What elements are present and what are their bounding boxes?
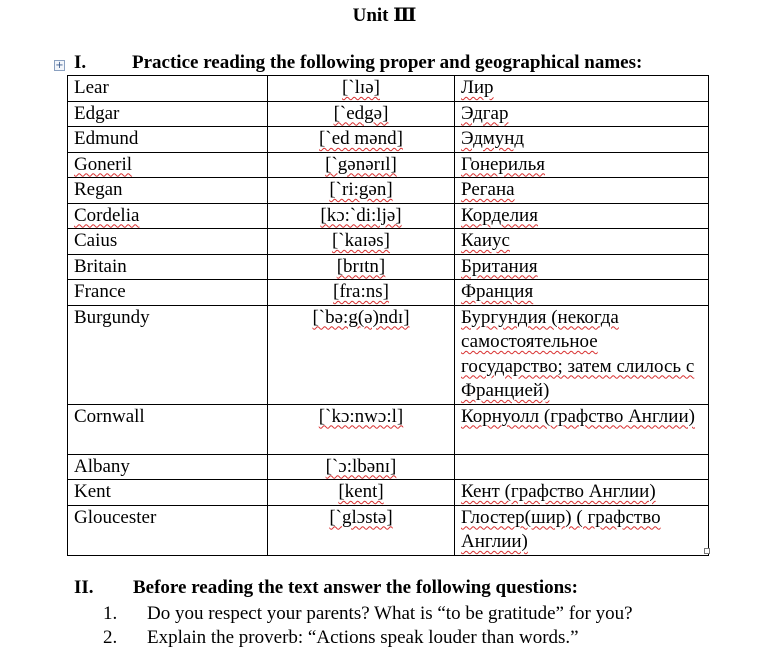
transcription-cell	[268, 480, 455, 506]
transcription-cell-text: [`ri:gən]	[329, 179, 393, 200]
russian-cell	[455, 178, 709, 204]
table-row	[68, 101, 709, 127]
russian-cell	[455, 404, 709, 454]
russian-cell-text: Эдгар	[461, 102, 509, 124]
transcription-cell	[268, 76, 455, 102]
question-2-number: 2.	[103, 627, 118, 648]
russian-cell-text: Глостер(шир) ( графство Англии)	[461, 506, 661, 552]
russian-cell-text: Британия	[461, 255, 538, 277]
name-cell-text: Gloucester	[74, 506, 157, 528]
transcription-cell-text: [`ed mənd]	[319, 128, 403, 149]
name-cell	[68, 76, 268, 102]
table-row	[68, 505, 709, 555]
transcription-cell-text: [brɪtn]	[336, 255, 386, 277]
name-cell-text: Burgundy	[74, 306, 150, 328]
name-cell-text: Edgar	[74, 102, 120, 124]
section-2-number: II.	[74, 577, 94, 598]
transcription-cell-text: [`bə:g(ə)ndɪ]	[312, 306, 410, 328]
transcription-cell	[268, 404, 455, 454]
transcription-cell	[268, 505, 455, 555]
transcription-cell-text: [kɔ:`di:ljə]	[320, 204, 402, 226]
transcription-cell	[268, 229, 455, 255]
name-cell-text: Caius	[74, 230, 118, 251]
table-resize-handle[interactable]	[704, 548, 710, 554]
name-cell	[68, 152, 268, 178]
section-1-heading: Practice reading the following proper and geographical names:	[132, 52, 643, 73]
question-1-text: Do you respect your parents? What is “to be gratitude” for you?	[147, 603, 633, 624]
transcription-cell-text: [`edgə]	[333, 102, 389, 124]
russian-cell-text: Корнуолл (графство Англии)	[461, 405, 695, 427]
name-cell-text: Cordelia	[74, 204, 140, 226]
transcription-cell	[268, 305, 455, 404]
russian-cell	[455, 203, 709, 229]
table-row	[68, 127, 709, 153]
name-cell-text: Albany	[74, 455, 130, 477]
transcription-cell-text: [`ɔ:lbənɪ]	[325, 455, 397, 477]
question-1-number: 1.	[103, 603, 118, 624]
name-cell-text: Goneril	[74, 153, 133, 175]
name-cell-text: Edmund	[74, 128, 139, 149]
name-cell	[68, 101, 268, 127]
russian-cell-text: Регана	[461, 179, 515, 200]
transcription-cell	[268, 454, 455, 480]
transcription-cell-text: [`kɔ:nwɔ:l]	[318, 405, 404, 427]
name-cell	[68, 229, 268, 255]
russian-cell	[455, 254, 709, 280]
russian-cell-text: Кент (графство Англии)	[461, 481, 656, 502]
transcription-cell-text: [`glɔstə]	[329, 506, 393, 528]
table-row	[68, 280, 709, 306]
table-row	[68, 454, 709, 480]
name-cell	[68, 280, 268, 306]
table-row	[68, 76, 709, 102]
russian-cell	[455, 480, 709, 506]
name-cell-text: Lear	[74, 77, 109, 98]
table-row	[68, 229, 709, 255]
table-row	[68, 152, 709, 178]
names-table	[67, 75, 709, 556]
russian-cell	[455, 76, 709, 102]
name-cell-text: Regan	[74, 179, 123, 200]
name-cell-text: France	[74, 281, 126, 302]
russian-cell-text: Корделия	[461, 204, 538, 226]
transcription-cell	[268, 152, 455, 178]
name-cell	[68, 203, 268, 229]
section-1-number: I.	[74, 52, 87, 73]
name-cell	[68, 254, 268, 280]
transcription-cell-text: [`gənərɪl]	[325, 153, 397, 175]
russian-cell	[455, 454, 709, 480]
russian-cell	[455, 152, 709, 178]
name-cell	[68, 305, 268, 404]
question-2-text: Explain the proverb: “Actions speak louder than words.”	[147, 627, 579, 648]
russian-cell-text: Бургундия (некогда самостоятельное государство; затем слилось с Францией)	[461, 306, 695, 401]
name-cell	[68, 480, 268, 506]
russian-cell-text: Каиус	[461, 230, 510, 251]
name-cell	[68, 178, 268, 204]
transcription-cell	[268, 254, 455, 280]
name-cell	[68, 127, 268, 153]
transcription-cell	[268, 127, 455, 153]
russian-cell	[455, 305, 709, 404]
name-cell-text: Britain	[74, 255, 127, 277]
name-cell-text: Kent	[74, 481, 111, 502]
table-row	[68, 178, 709, 204]
russian-cell	[455, 101, 709, 127]
russian-cell-text: Лир	[461, 77, 494, 98]
russian-cell-text: Эдмунд	[461, 128, 525, 149]
transcription-cell-text: [fra:ns]	[333, 281, 389, 302]
table-row	[68, 305, 709, 404]
name-cell	[68, 404, 268, 454]
name-cell	[68, 505, 268, 555]
name-cell	[68, 454, 268, 480]
table-row	[68, 404, 709, 454]
russian-cell	[455, 229, 709, 255]
transcription-cell	[268, 178, 455, 204]
section-2-heading: Before reading the text answer the following questions:	[133, 577, 578, 598]
transcription-cell-text: [`lɪə]	[342, 77, 380, 98]
russian-cell-text: Франция	[461, 281, 534, 302]
table-row	[68, 480, 709, 506]
transcription-cell	[268, 101, 455, 127]
transcription-cell	[268, 203, 455, 229]
transcription-cell-text: [`kaɪəs]	[331, 230, 391, 251]
table-row	[68, 254, 709, 280]
russian-cell	[455, 127, 709, 153]
table-row	[68, 203, 709, 229]
transcription-cell-text: [kent]	[338, 481, 384, 502]
russian-cell-text: Гонерилья	[461, 153, 545, 175]
unit-title: Unit Ⅲ	[352, 5, 417, 26]
name-cell-text: Cornwall	[74, 405, 145, 427]
russian-cell	[455, 505, 709, 555]
transcription-cell	[268, 280, 455, 306]
russian-cell	[455, 280, 709, 306]
table-move-handle[interactable]: +	[55, 60, 64, 71]
